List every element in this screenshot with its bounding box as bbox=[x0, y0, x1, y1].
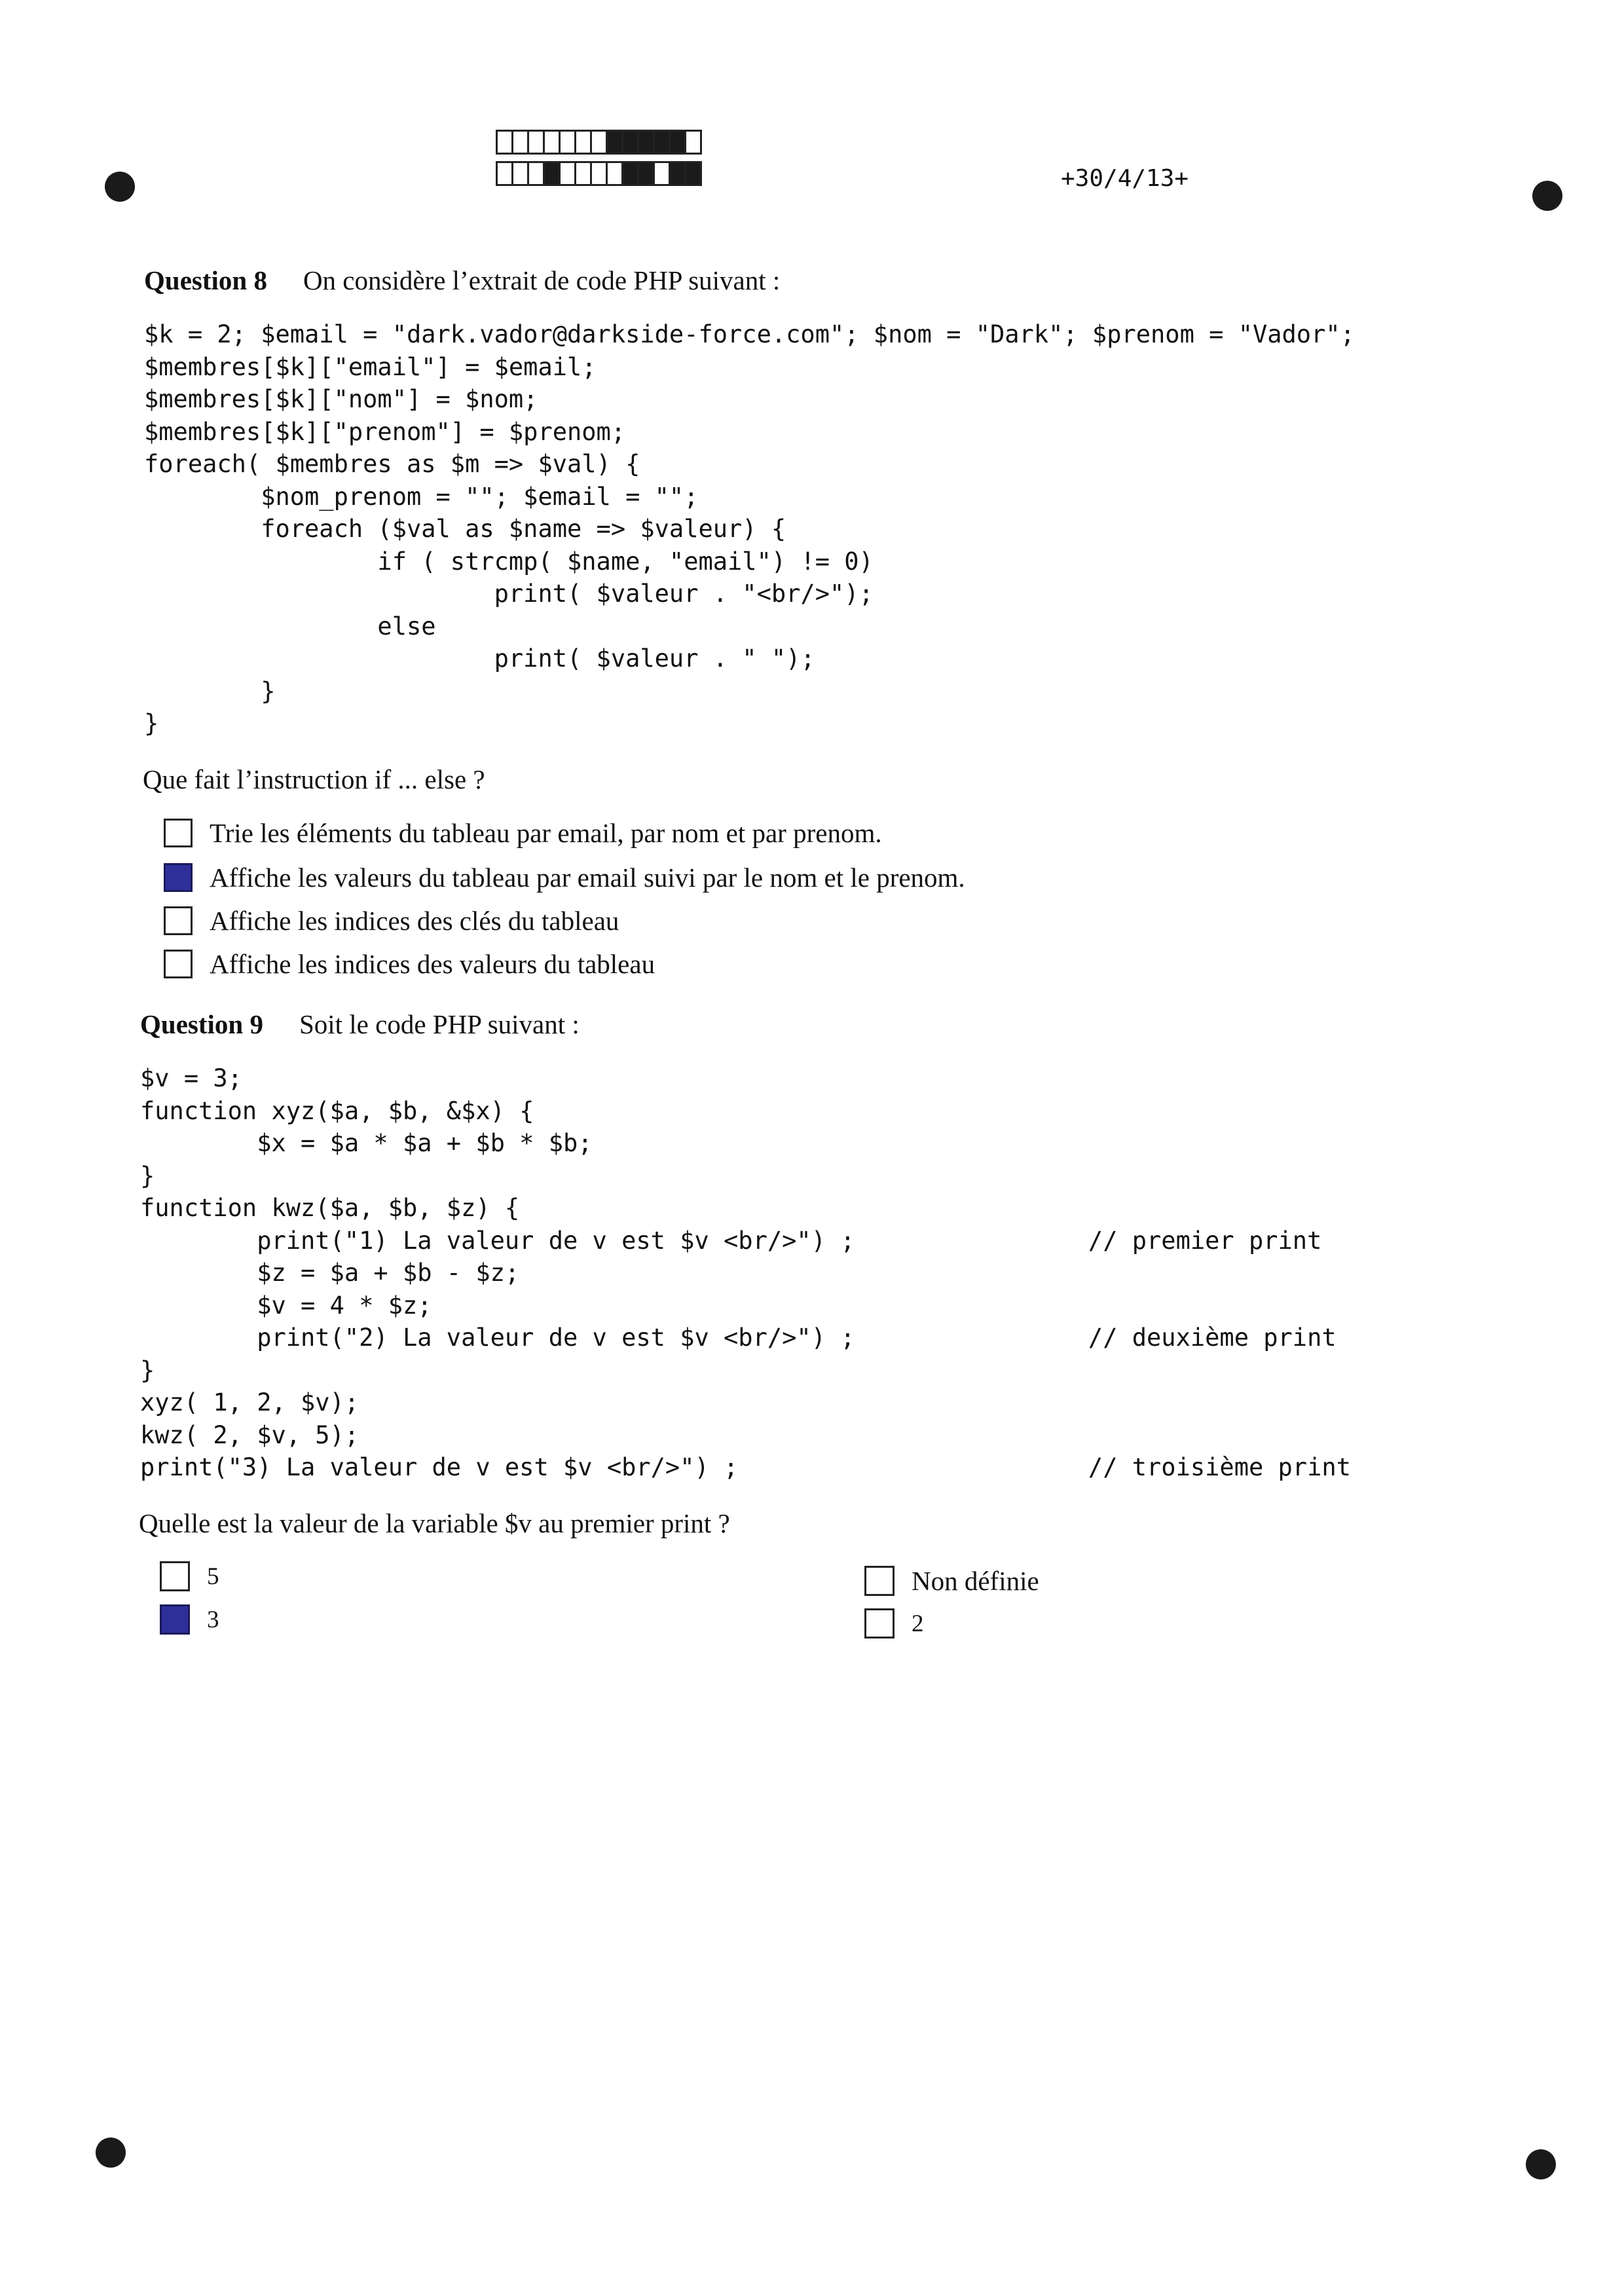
registration-mark-top-right bbox=[1532, 181, 1562, 211]
question-9-prompt: Quelle est la valeur de la variable $v au premier print ? bbox=[139, 1508, 730, 1538]
question-9-answer-5[interactable] bbox=[160, 1561, 219, 1591]
answer-label: Non définie bbox=[912, 1566, 1039, 1596]
answer-label: Affiche les indices des clés du tableau bbox=[210, 906, 619, 936]
page-id: +30/4/13+ bbox=[1061, 165, 1189, 192]
barcode-cell bbox=[621, 130, 639, 155]
answer-checkbox[interactable] bbox=[160, 1604, 190, 1635]
barcode-cell bbox=[606, 130, 623, 155]
barcode-cell bbox=[590, 130, 608, 155]
barcode-cell bbox=[511, 130, 529, 155]
question-9-header bbox=[140, 1009, 580, 1040]
barcode-cell bbox=[574, 161, 592, 186]
answer-label: Affiche les indices des valeurs du tableau bbox=[210, 949, 655, 979]
question-9-number: Question 9 bbox=[140, 1009, 263, 1039]
barcode-cell bbox=[574, 130, 592, 155]
registration-mark-bottom-right bbox=[1526, 2149, 1556, 2179]
barcode-cell bbox=[684, 130, 702, 155]
barcode-cell bbox=[543, 130, 561, 155]
answer-checkbox[interactable] bbox=[164, 819, 193, 847]
question-9-answer-non-definie[interactable] bbox=[864, 1565, 1039, 1597]
answer-checkbox[interactable] bbox=[164, 863, 193, 892]
question-8-header bbox=[144, 265, 780, 296]
answer-checkbox[interactable] bbox=[160, 1561, 190, 1591]
barcode-cell bbox=[606, 161, 623, 186]
question-8-number: Question 8 bbox=[144, 265, 267, 295]
barcode-row-2 bbox=[496, 161, 700, 186]
answer-label: Affiche les valeurs du tableau par email suivi par le nom et le prenom. bbox=[210, 862, 965, 893]
barcode-cell bbox=[543, 161, 561, 186]
answer-label: Trie les éléments du tableau par email, par nom et par prenom. bbox=[210, 818, 882, 848]
answer-checkbox[interactable] bbox=[864, 1608, 895, 1639]
question-9-answer-3[interactable] bbox=[160, 1604, 219, 1635]
barcode-cell bbox=[637, 130, 655, 155]
barcode-cell bbox=[511, 161, 529, 186]
answer-label: 3 bbox=[207, 1606, 219, 1633]
question-8-answer-4[interactable] bbox=[164, 948, 655, 980]
barcode-cell bbox=[527, 161, 545, 186]
question-8-answer-2[interactable] bbox=[164, 862, 965, 893]
barcode-row-1 bbox=[496, 130, 700, 155]
answer-label: 5 bbox=[207, 1563, 219, 1590]
question-8-prompt: Que fait l’instruction if ... else ? bbox=[143, 764, 485, 794]
barcode-cell bbox=[496, 130, 513, 155]
question-8-intro: On considère l’extrait de code PHP suivant : bbox=[303, 265, 781, 295]
barcode-cell bbox=[527, 130, 545, 155]
barcode-cell bbox=[669, 161, 686, 186]
registration-mark-bottom-left bbox=[96, 2138, 126, 2168]
barcode-cell bbox=[621, 161, 639, 186]
barcode-cell bbox=[653, 130, 671, 155]
question-9-answer-2[interactable] bbox=[864, 1608, 924, 1639]
barcode-cell bbox=[637, 161, 655, 186]
barcode-cell bbox=[496, 161, 513, 186]
answer-label: 2 bbox=[912, 1610, 924, 1637]
barcode-cell bbox=[653, 161, 671, 186]
question-8-answer-3[interactable] bbox=[164, 905, 619, 936]
barcode-cell bbox=[669, 130, 686, 155]
barcode-cell bbox=[590, 161, 608, 186]
question-8-answer-1[interactable] bbox=[164, 817, 882, 849]
answer-checkbox[interactable] bbox=[164, 906, 193, 935]
barcode-cell bbox=[559, 161, 576, 186]
question-9-intro: Soit le code PHP suivant : bbox=[299, 1009, 580, 1039]
question-8-code: $k = 2; $email = "dark.vador@darkside-force.com"; $nom = "Dark"; $prenom = "Vador"; $membres[$k]["email"] = $email; $membres[$k]["nom"] = $nom; $membres[$k]["prenom"] = $prenom; foreach( $membres as $m => $val) { $nom_prenom = ""; $email = ""; foreach ($val as $name => $valeur) { if ( strcmp( $name, "email") != 0) print( $valeur . "<br/>"); else print( $valeur . " "); } } bbox=[144, 320, 1355, 737]
answer-checkbox[interactable] bbox=[864, 1566, 895, 1596]
barcode-cell bbox=[684, 161, 702, 186]
registration-mark-top-left bbox=[105, 172, 135, 202]
question-9-code: $v = 3; function xyz($a, $b, &$x) { $x = $a * $a + $b * $b; } function kwz($a, $b, $z) { print("1) La valeur de v est $v <br/>") ; // premier print $z = $a + $b - $z; $v = 4 * $z; print("2) La valeur de v est $v <br/>") ; // deuxième print } xyz( 1, 2, $v); kwz( 2, $v, 5); print("3) La valeur de v est $v <br/>") ; // troisième print bbox=[140, 1064, 1351, 1481]
answer-checkbox[interactable] bbox=[164, 950, 193, 978]
barcode-cell bbox=[559, 130, 576, 155]
